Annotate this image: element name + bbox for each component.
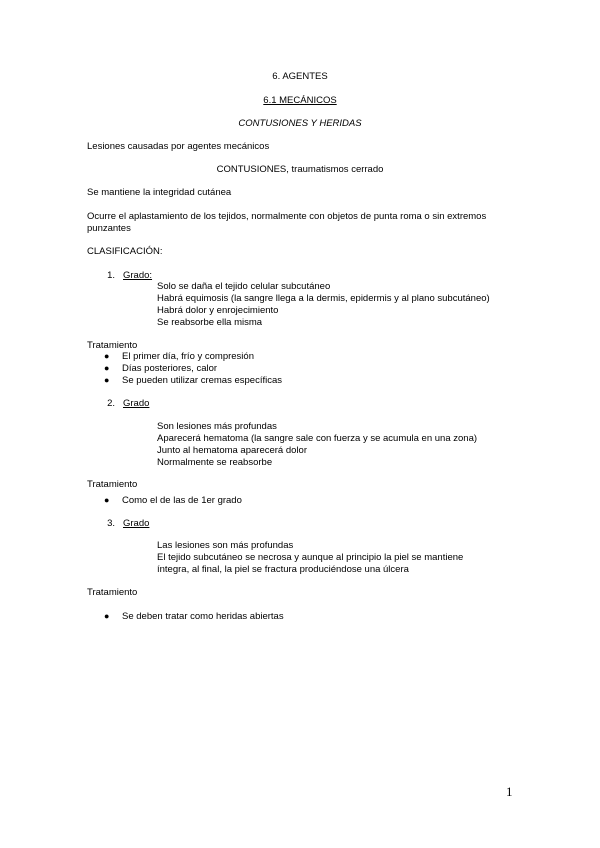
contusiones-rest: , traumatismos cerrado: [286, 164, 384, 175]
contusiones-word: CONTUSIONES: [216, 164, 287, 175]
intro-aplastamiento-line1: Ocurre el aplastamiento de los tejidos, normalmente con objetos de punta roma o sin extremos: [87, 211, 487, 222]
grado-3-line: íntegra, al final, la piel se fractura produciéndose una úlcera: [157, 564, 409, 575]
grado-2-line: Son lesiones más profundas: [157, 421, 277, 432]
subsection-title-text: 6.1 MECÁNICOS: [263, 95, 337, 106]
grado-2-line: Aparecerá hematoma (la sangre sale con fuerza y se acumula en una zona): [157, 433, 478, 444]
page-number: 1: [506, 784, 513, 799]
bullet-icon: ●: [104, 611, 110, 621]
grado-2-label: Grado: [123, 398, 150, 409]
clasificacion-heading: CLASIFICACIÓN:: [87, 246, 163, 257]
tratamiento-3-label: Tratamiento: [87, 587, 138, 598]
bullet-icon: ●: [104, 351, 110, 361]
bullet-icon: ●: [104, 495, 110, 505]
intro-aplastamiento-line2: punzantes: [87, 223, 131, 234]
grado-2-line: Junto al hematoma aparecerá dolor: [157, 445, 307, 456]
tratamiento-1-item: Días posteriores, calor: [122, 363, 218, 374]
grado-1-number: 1.: [107, 270, 115, 281]
grado-2-line: Normalmente se reabsorbe: [157, 457, 273, 468]
bullet-icon: ●: [104, 363, 110, 373]
subsection-title: [0, 95, 600, 107]
contusiones-heading: [0, 164, 600, 176]
section-title: 6. AGENTES: [272, 71, 328, 82]
grado-3-label: Grado: [123, 518, 150, 529]
grado-1-line: Habrá equimosis (la sangre llega a la dermis, epidermis y al plano subcutáneo): [157, 293, 490, 304]
grado-1-line: Se reabsorbe ella misma: [157, 317, 263, 328]
tratamiento-2-item: Como el de las de 1er grado: [122, 495, 242, 506]
tratamiento-1-item: El primer día, frío y compresión: [122, 351, 254, 362]
intro-integridad: Se mantiene la integridad cutánea: [87, 187, 232, 198]
intro-lesiones: Lesiones causadas por agentes mecánicos: [87, 141, 270, 152]
tratamiento-2-label: Tratamiento: [87, 479, 138, 490]
grado-1-label: Grado:: [123, 270, 153, 281]
tratamiento-1-label: Tratamiento: [87, 340, 138, 351]
tratamiento-1-item: Se pueden utilizar cremas específicas: [122, 375, 282, 386]
grado-1-line: Solo se daña el tejido celular subcutáneo: [157, 281, 331, 292]
grado-3-line: Las lesiones son más profundas: [157, 540, 294, 551]
bullet-icon: ●: [104, 375, 110, 385]
grado-2-number: 2.: [107, 398, 115, 409]
topic-title: CONTUSIONES Y HERIDAS: [238, 118, 362, 129]
grado-3-number: 3.: [107, 518, 115, 529]
grado-3-line: El tejido subcutáneo se necrosa y aunque al principio la piel se mantiene: [157, 552, 464, 563]
grado-1-line: Habrá dolor y enrojecimiento: [157, 305, 279, 316]
tratamiento-3-item: Se deben tratar como heridas abiertas: [122, 611, 284, 622]
